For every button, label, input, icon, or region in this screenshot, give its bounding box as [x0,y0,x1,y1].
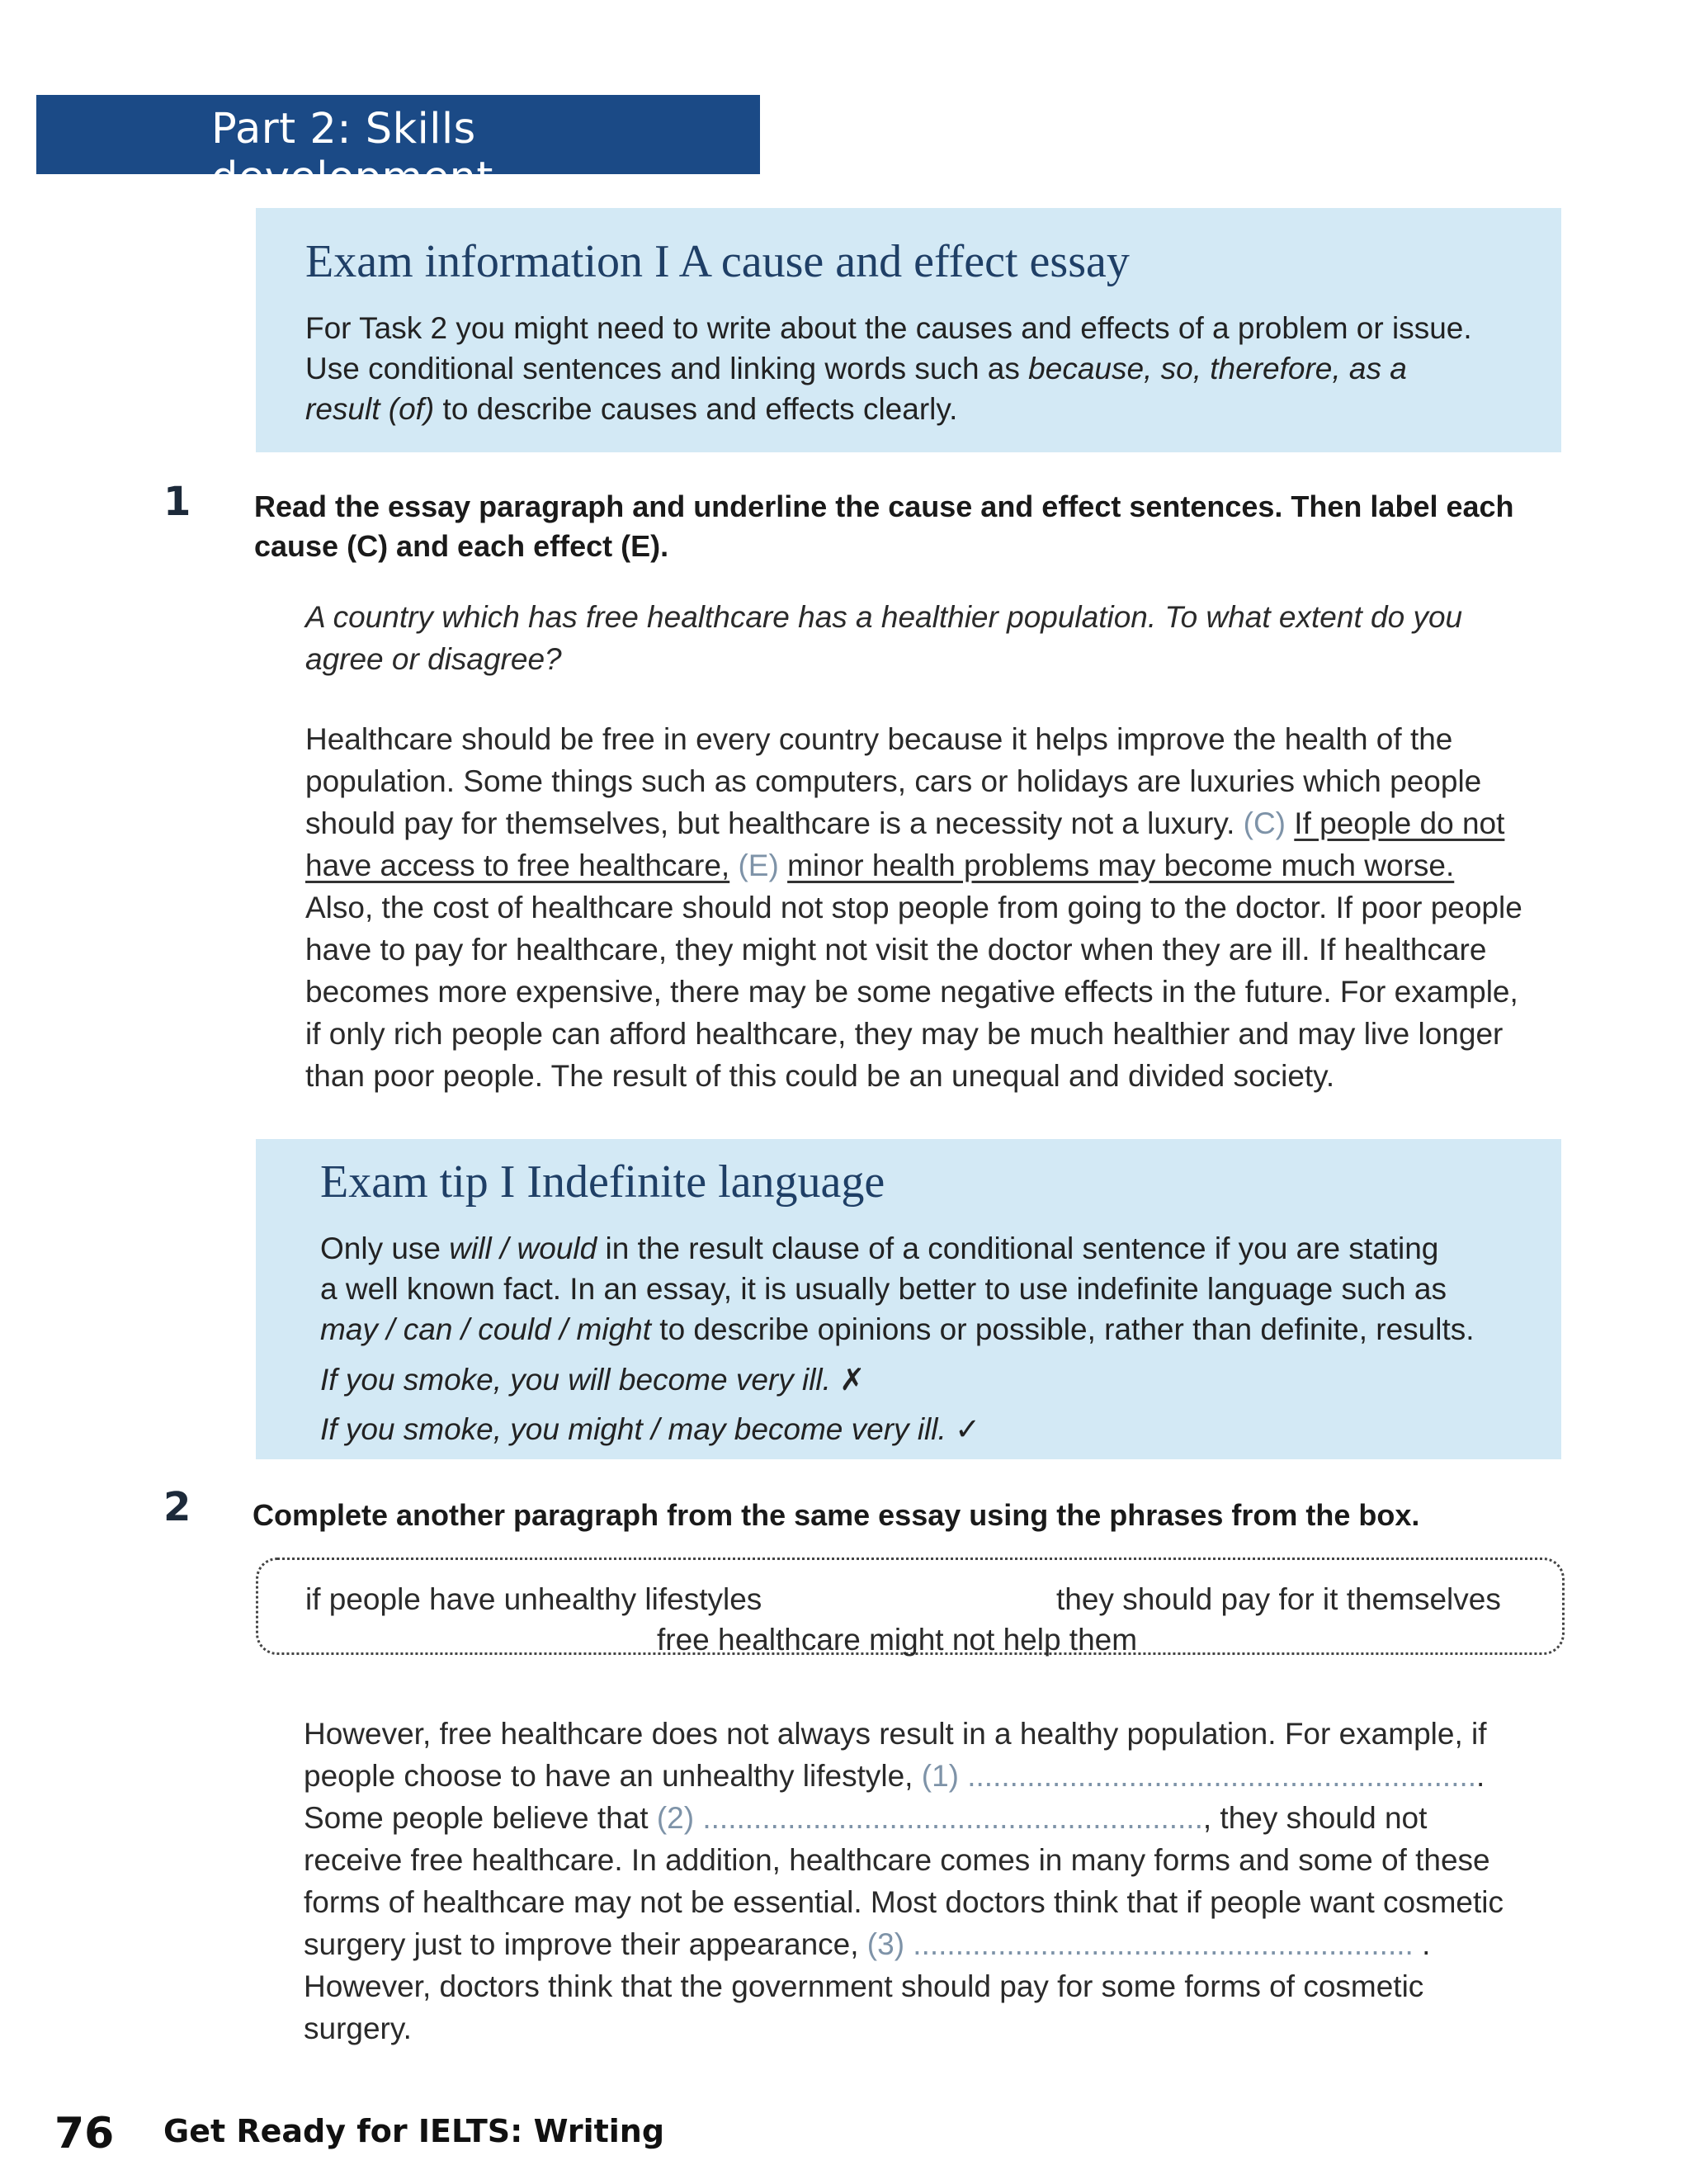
gap-1[interactable]: (1) ............................................................ [921,1759,1477,1793]
exam-tip-text: Only use will / would in the result clause of a conditional sentence if you are stating a well known fact. In an essay, it is usually better to use indefinite language such as may / can / could / might to describe opinions or possible, rather than definite, results. [320,1231,1475,1346]
cross-icon: ✗ [839,1363,866,1397]
essay-question: A country which has free healthcare has a healthier population. To what extent do you agree or disagree? [305,600,1463,676]
exam-info-line-2: Use conditional sentences and linking words such as because, so, therefore, as a [305,352,1407,385]
cause-sentence-cont: have access to free healthcare, [305,849,730,882]
part-banner-title: Part 2: Skills development [211,105,493,202]
exercise-1-instruction: Read the essay paragraph and underline the cause and effect sentences. Then label each cause (C) and each effect (E). [254,489,1514,563]
exercise-1-number: 1 [163,479,191,525]
essay-paragraph-2: However, free healthcare does not always result in a healthy population. For example, if people choose to have an unhealthy lifestyle, (1) ............................................................. Some people believe that (2) ..........................................................., they should not receive free healthcare. In addition, healthcare comes in many forms and some of these forms of healthcare may not be essential. Most doctors think that if people want cosmetic surgery just to improve their appearance, (3) ........................................................... . However, doctors think that the government should pay for some forms of cosmetic surgery. [304,1717,1504,2045]
gap-2[interactable]: (2) ........................................................... [656,1801,1203,1835]
book-title: Get Ready for IELTS: Writing [163,2113,665,2149]
exam-tip-title: Exam tip I Indefinite language [320,1156,885,1208]
check-icon: ✓ [955,1412,981,1446]
phrase-2: they should pay for it themselves [1056,1582,1501,1616]
exercise-2-number: 2 [163,1484,191,1530]
essay-paragraph-1: Healthcare should be free in every country because it helps improve the health of the population. Some things such as computers, cars or holidays are luxuries which people should pay for themselves, but healthcare is a necessity not a luxury. (C) If people do not have access to free healthcare, (E) minor health problems may become much worse. Also, the cost of healthcare should not stop people from going to the doctor. If poor people have to pay for healthcare, they might not visit the doctor when they are ill. If healthcare becomes more expensive, there may be some negative effects in the future. For example, if only rich people can afford healthcare, they may be much healthier and may live longer than poor people. The result of this could be an unequal and divided society. [305,722,1522,1093]
exercise-2-instruction: Complete another paragraph from the same essay using the phrases from the box. [253,1498,1420,1532]
exam-info-line-1: For Task 2 you might need to write about the causes and effects of a problem or issue. [305,311,1472,345]
phrase-1: if people have unhealthy lifestyles [305,1582,762,1616]
page-number: 76 [54,2109,115,2158]
exam-info-title: Exam information I A cause and effect essay [305,236,1130,287]
phrase-3: free healthcare might not help them [657,1623,1138,1657]
gap-3[interactable]: (3) ........................................................... [866,1927,1414,1961]
cause-sentence: If people do not [1294,806,1505,840]
exam-info-text [305,308,1472,429]
part-banner [36,95,760,202]
tip-example-wrong: If you smoke, you will become very ill. ✗ [320,1363,866,1397]
effect-sentence: minor health problems may become much worse. [787,849,1455,882]
tip-example-right: If you smoke, you might / may become very ill. ✓ [320,1412,981,1446]
exam-info-line-3: result (of) to describe causes and effects clearly. [305,392,958,426]
effect-label: (E) [738,849,779,882]
cause-label: (C) [1243,806,1286,840]
